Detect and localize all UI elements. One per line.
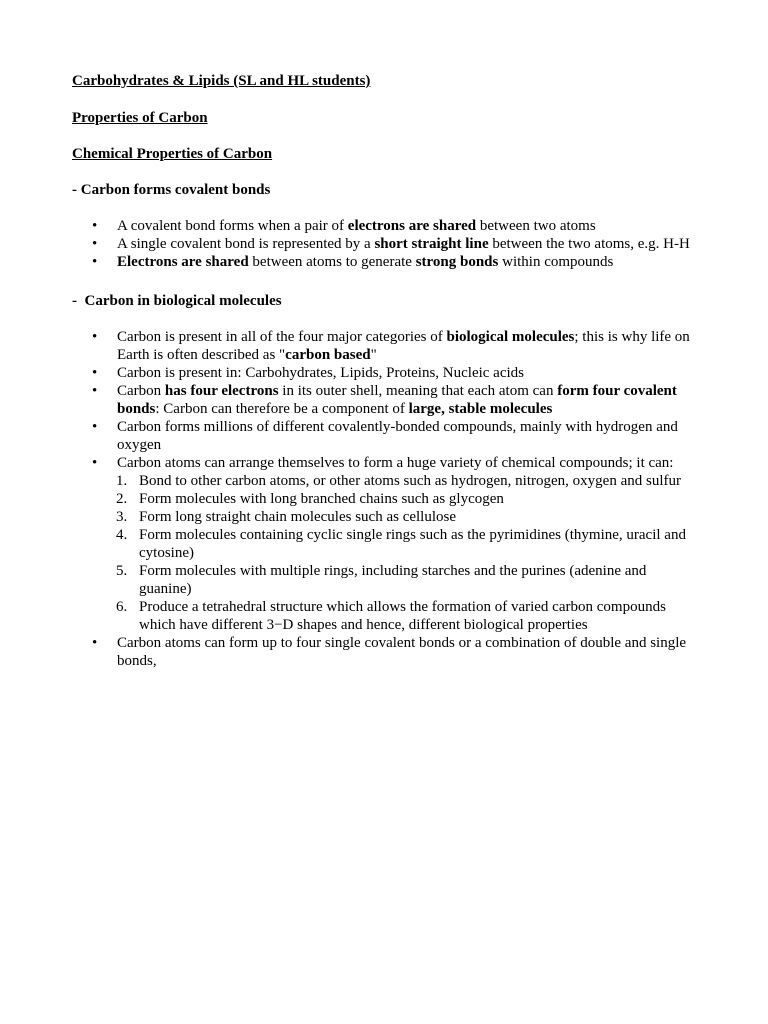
list-item: • A covalent bond forms when a pair of electrons are shared between two atoms: [72, 217, 712, 235]
section-title-covalent-bonds: - Carbon forms covalent bonds: [72, 182, 271, 198]
numbered-item: 1. Bond to other carbon atoms, or other atoms such as hydrogen, nitrogen, oxygen and sulfur: [116, 473, 681, 489]
numbered-list: [117, 472, 696, 634]
list-item: • Carbon forms millions of different covalently-bonded compounds, mainly with hydrogen and oxygen: [72, 418, 696, 454]
list-item: • Carbon has four electrons in its outer shell, meaning that each atom can form four covalent bonds: Carbon can therefore be a component of large, stable molecules: [72, 382, 696, 418]
list-item: • Electrons are shared between atoms to generate strong bonds within compounds: [72, 253, 712, 271]
numbered-item: 3. Form long straight chain molecules such as cellulose: [116, 509, 457, 525]
heading-properties-of-carbon: Properties of Carbon: [72, 110, 208, 126]
biological-molecules-list: [72, 328, 696, 670]
list-item: • Carbon atoms can form up to four single covalent bonds or a combination of double and single bonds,: [72, 634, 696, 670]
covalent-bonds-list: [72, 217, 712, 271]
heading-chemical-properties: Chemical Properties of Carbon: [72, 146, 273, 162]
numbered-item: 4. Form molecules containing cyclic single rings such as the pyrimidines (thymine, uracil and cytosine): [116, 527, 686, 561]
section-title-biological-molecules: - Carbon in biological molecules: [72, 293, 282, 309]
numbered-item: 2. Form molecules with long branched chains such as glycogen: [116, 491, 504, 507]
numbered-item: 6. Produce a tetrahedral structure which allows the formation of varied carbon compounds which have different 3−D shapes and hence, different biological properties: [116, 599, 666, 633]
list-item: • A single covalent bond is represented by a short straight line between the two atoms, e.g. H-H: [72, 235, 712, 253]
list-item: • Carbon is present in: Carbohydrates, Lipids, Proteins, Nucleic acids: [72, 364, 696, 382]
document-title: Carbohydrates & Lipids (SL and HL students): [72, 73, 371, 89]
list-item: • Carbon atoms can arrange themselves to form a huge variety of chemical compounds; it can: 1. Bond to other carbon atoms, or other atoms such as hydrogen, nitrogen, oxygen and sulfur 2. Form molecules with long branched chains such as glycogen 3. Form long straight chain molecules such as cellulose 4. Form molecules containing cyclic single rings such as the pyrimidines (thymine, uracil and cytosine) 5. Form molecules with multiple rings, including starches and the purines (adenine and guanine) 6. Produce a tetrahedral structure which allows the formation of varied carbon compounds which have different 3−D shapes and hence, different biological properties: [72, 454, 696, 634]
numbered-item: 5. Form molecules with multiple rings, including starches and the purines (adenine and guanine): [116, 563, 647, 597]
list-item: • Carbon is present in all of the four major categories of biological molecules; this is why life on Earth is often described as "carbon based": [72, 328, 696, 364]
